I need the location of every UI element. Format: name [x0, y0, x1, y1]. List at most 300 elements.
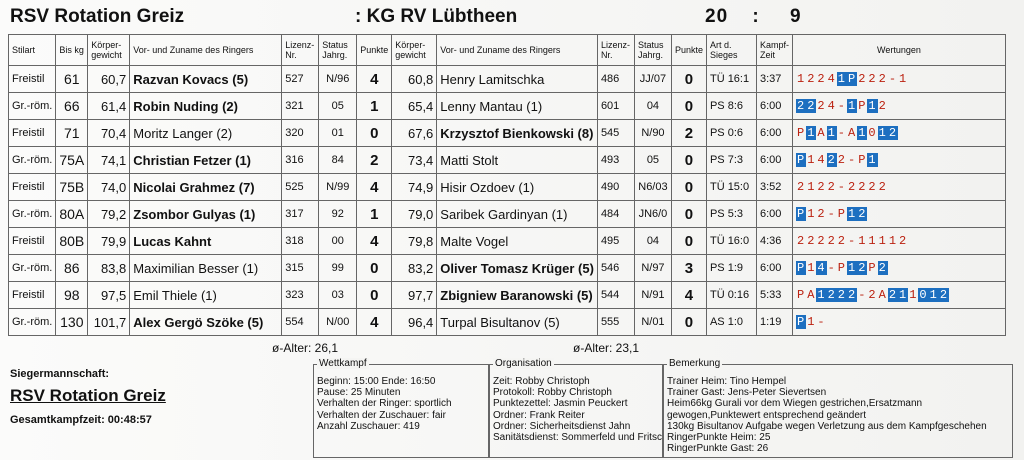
- scoring-point: -: [817, 315, 826, 329]
- scoring-point: P: [858, 99, 867, 113]
- guest-points: 0: [671, 93, 706, 120]
- bouts-body: [9, 66, 1006, 336]
- bout-time: 6:00: [756, 147, 792, 174]
- wettkampf-line: Beginn: 15:00 Ende: 16:50: [317, 376, 436, 387]
- home-license-nr: 317: [282, 201, 319, 228]
- guest-team-title: : KG RV Lübtheen: [355, 6, 518, 27]
- bemerkung-line: Heim66kg Gurali vor dem Wiegen gestrichen,Ersatzmann: [667, 398, 923, 410]
- column-header: Art d. Sieges: [706, 35, 756, 66]
- home-status-year: 00: [319, 228, 357, 255]
- home-points: 1: [357, 93, 392, 120]
- home-status-year: 84: [319, 147, 357, 174]
- scoring-point: 2: [817, 234, 826, 248]
- home-license-nr: 316: [282, 147, 319, 174]
- guest-wrestler-name: Zbigniew Baranowski (5): [437, 282, 598, 309]
- guest-wrestler-name: Henry Lamitschka: [437, 66, 598, 93]
- scoring-point: 4: [827, 99, 836, 113]
- column-header: Vor- und Zuname des Ringers: [437, 35, 598, 66]
- victory-type: TÜ 16:0: [706, 228, 756, 255]
- home-license-nr: 315: [282, 255, 319, 282]
- guest-body-weight: 96,4: [392, 309, 437, 336]
- weight-class-style: Gr.-röm.: [9, 201, 56, 228]
- scoring-point: -: [848, 234, 857, 248]
- scoring-point: 2: [868, 180, 877, 194]
- home-points: 1: [357, 201, 392, 228]
- bemerkung-line: RingerPunkte Gast: 26: [667, 443, 769, 455]
- home-body-weight: 79,9: [88, 228, 130, 255]
- scoring-point: 2: [888, 288, 898, 302]
- guest-body-weight: 74,9: [392, 174, 437, 201]
- guest-status-year: N/97: [634, 255, 671, 282]
- scoring-point: P: [796, 126, 806, 140]
- scoring-point: 1: [929, 288, 938, 302]
- victory-type: PS 0:6: [706, 120, 756, 147]
- scoring-point: 2: [848, 180, 857, 194]
- scoring-point: 2: [827, 234, 836, 248]
- home-points: 4: [357, 66, 392, 93]
- bout-time: 6:00: [756, 93, 792, 120]
- guest-license-nr: 493: [597, 147, 634, 174]
- scoring-point: 2: [878, 72, 887, 86]
- guest-status-year: N6/03: [634, 174, 671, 201]
- remarks-title: Bemerkung: [669, 358, 721, 369]
- scoring-point: 1: [807, 126, 816, 140]
- home-status-year: 05: [319, 93, 357, 120]
- guest-body-weight: 97,7: [392, 282, 437, 309]
- weight-class-style: Freistil: [9, 120, 56, 147]
- home-license-nr: 321: [282, 93, 319, 120]
- scoring-point: P: [796, 207, 806, 221]
- home-points: 4: [357, 309, 392, 336]
- wettkampf-section: [313, 358, 489, 458]
- header: [10, 6, 1014, 32]
- scoring-point: 1: [868, 153, 877, 167]
- scoring-point: 2: [858, 207, 867, 221]
- guest-license-nr: 546: [597, 255, 634, 282]
- scoring-point: 2: [837, 234, 846, 248]
- scoring-point: 2: [807, 234, 816, 248]
- scoring-point: 2: [878, 261, 887, 275]
- home-status-year: N/96: [319, 66, 357, 93]
- home-points: 4: [357, 174, 392, 201]
- score-home: 20: [705, 6, 729, 27]
- weight-class-style: Freistil: [9, 174, 56, 201]
- home-body-weight: 60,7: [88, 66, 130, 93]
- scoring-point: 2: [858, 72, 867, 86]
- scoring-point: P: [796, 153, 806, 167]
- guest-status-year: N/90: [634, 120, 671, 147]
- scoring-point: A: [817, 126, 826, 140]
- winner-label: Siegermannschaft:: [10, 368, 110, 380]
- scoring-point: A: [878, 288, 887, 302]
- guest-points: 0: [671, 309, 706, 336]
- scoring-point: P: [837, 261, 846, 275]
- scoring-point: -: [888, 72, 898, 86]
- scoring-point: 2: [817, 207, 826, 221]
- scoring-point: 0: [919, 288, 928, 302]
- scoring-sequence: [792, 120, 1005, 147]
- scoring-sequence: [792, 228, 1005, 255]
- scoring-point: 2: [827, 180, 836, 194]
- weight-class-kg: 130: [56, 309, 88, 336]
- scoring-point: 2: [858, 180, 867, 194]
- scoring-point: 2: [858, 261, 867, 275]
- scoring-sequence: [792, 66, 1005, 93]
- scoring-point: 2: [868, 72, 877, 86]
- scoring-point: 1: [848, 261, 857, 275]
- scoring-point: 2: [878, 180, 887, 194]
- scoring-point: 2: [807, 72, 816, 86]
- home-license-nr: 527: [282, 66, 319, 93]
- scoring-point: 1: [858, 234, 867, 248]
- home-license-nr: 318: [282, 228, 319, 255]
- home-points: 4: [357, 228, 392, 255]
- victory-type: AS 1:0: [706, 309, 756, 336]
- guest-wrestler-name: Oliver Tomasz Krüger (5): [437, 255, 598, 282]
- scoring-point: 1: [807, 261, 816, 275]
- scoring-point: P: [848, 72, 857, 86]
- scoring-point: 2: [827, 153, 836, 167]
- guest-body-weight: 79,8: [392, 228, 437, 255]
- home-wrestler-name: Christian Fetzer (1): [130, 147, 282, 174]
- scoring-point: P: [837, 207, 846, 221]
- victory-type: PS 7:3: [706, 147, 756, 174]
- guest-points: 3: [671, 255, 706, 282]
- column-header: Status Jahrg.: [634, 35, 671, 66]
- scoring-point: 1: [807, 180, 816, 194]
- scoring-sequence: [792, 282, 1005, 309]
- scoring-point: 1: [817, 288, 826, 302]
- score-guest: 9: [790, 6, 802, 27]
- guest-points: 4: [671, 282, 706, 309]
- victory-type: TÜ 0:16: [706, 282, 756, 309]
- guest-status-year: JJ/07: [634, 66, 671, 93]
- scoring-point: -: [837, 99, 846, 113]
- wettkampf-line: Verhalten der Zuschauer: fair: [317, 409, 446, 421]
- guest-status-year: 04: [634, 228, 671, 255]
- wettkampf-line: Anzahl Zuschauer: 419: [317, 420, 420, 432]
- table-header-row: [9, 35, 1006, 66]
- column-header: Bis kg: [56, 35, 88, 66]
- column-header: Kampf-Zeit: [756, 35, 792, 66]
- scoring-sequence: [792, 174, 1005, 201]
- column-header: Lizenz-Nr.: [597, 35, 634, 66]
- scoring-point: 2: [837, 288, 846, 302]
- guest-points: 0: [671, 174, 706, 201]
- home-points: 0: [357, 255, 392, 282]
- home-license-nr: 554: [282, 309, 319, 336]
- guest-license-nr: 490: [597, 174, 634, 201]
- home-status-year: 01: [319, 120, 357, 147]
- home-body-weight: 83,8: [88, 255, 130, 282]
- table-row: [9, 309, 1006, 336]
- guest-wrestler-name: Krzysztof Bienkowski (8): [437, 120, 598, 147]
- weight-class-kg: 75A: [56, 147, 88, 174]
- bout-time: 4:36: [756, 228, 792, 255]
- weight-class-kg: 75B: [56, 174, 88, 201]
- weight-class-kg: 98: [56, 282, 88, 309]
- table-row: [9, 93, 1006, 120]
- home-body-weight: 74,0: [88, 174, 130, 201]
- guest-body-weight: 79,0: [392, 201, 437, 228]
- score-separator: :: [752, 6, 760, 27]
- scoring-point: 1: [848, 99, 857, 113]
- scoring-point: P: [868, 261, 877, 275]
- victory-type: PS 8:6: [706, 93, 756, 120]
- guest-body-weight: 73,4: [392, 147, 437, 174]
- guest-average-age: ø-Alter: 23,1: [573, 341, 640, 355]
- bout-time: 6:00: [756, 255, 792, 282]
- scoring-point: -: [837, 126, 846, 140]
- organisation-title: Organisation: [495, 358, 552, 369]
- victory-type: PS 5:3: [706, 201, 756, 228]
- guest-license-nr: 545: [597, 120, 634, 147]
- column-header: Wertungen: [792, 35, 1005, 66]
- guest-wrestler-name: Lenny Mantau (1): [437, 93, 598, 120]
- home-wrestler-name: Lucas Kahnt: [130, 228, 282, 255]
- home-license-nr: 323: [282, 282, 319, 309]
- final-score: [705, 6, 802, 28]
- table-row: [9, 201, 1006, 228]
- home-status-year: 99: [319, 255, 357, 282]
- scoring-point: 4: [817, 261, 826, 275]
- scoring-point: -: [827, 207, 836, 221]
- bout-time: 3:52: [756, 174, 792, 201]
- home-wrestler-name: Robin Nuding (2): [130, 93, 282, 120]
- weight-class-kg: 80B: [56, 228, 88, 255]
- wettkampf-line: Verhalten der Ringer: sportlich: [317, 398, 452, 410]
- organisation-line: Zeit: Robby Christoph: [493, 376, 590, 387]
- home-license-nr: 320: [282, 120, 319, 147]
- scoring-point: 4: [817, 153, 826, 167]
- scoring-point: 4: [827, 72, 836, 86]
- scoring-point: 2: [899, 234, 908, 248]
- guest-wrestler-name: Malte Vogel: [437, 228, 598, 255]
- guest-wrestler-name: Hisir Ozdoev (1): [437, 174, 598, 201]
- organisation-line: Protokoll: Robby Christoph: [493, 387, 612, 399]
- weight-class-kg: 86: [56, 255, 88, 282]
- victory-type: PS 1:9: [706, 255, 756, 282]
- home-body-weight: 61,4: [88, 93, 130, 120]
- home-status-year: 03: [319, 282, 357, 309]
- wettkampf-line: Pause: 25 Minuten: [317, 387, 401, 399]
- scoring-point: 1: [899, 72, 908, 86]
- scoring-point: A: [807, 288, 816, 302]
- weight-class-style: Gr.-röm.: [9, 255, 56, 282]
- guest-license-nr: 555: [597, 309, 634, 336]
- weight-class-kg: 71: [56, 120, 88, 147]
- guest-points: 0: [671, 201, 706, 228]
- scoring-point: 1: [878, 126, 887, 140]
- scoring-point: 1: [827, 126, 836, 140]
- guest-status-year: 04: [634, 93, 671, 120]
- column-header: Punkte: [671, 35, 706, 66]
- weight-class-kg: 61: [56, 66, 88, 93]
- home-body-weight: 70,4: [88, 120, 130, 147]
- scoring-point: 1: [848, 207, 857, 221]
- bout-time: 5:33: [756, 282, 792, 309]
- home-wrestler-name: Maximilian Besser (1): [130, 255, 282, 282]
- victory-type: TÜ 15:0: [706, 174, 756, 201]
- scoring-point: 2: [817, 180, 826, 194]
- scoring-point: P: [796, 288, 806, 302]
- scoring-point: 2: [817, 72, 826, 86]
- organisation-section: [489, 358, 663, 458]
- bemerkung-line: 130kg Bisultanov Aufgabe wegen Verletzung aus dem Kampfgeschehen: [667, 420, 987, 432]
- scoring-point: 1: [878, 234, 887, 248]
- scoring-point: 1: [807, 315, 816, 329]
- guest-status-year: N/91: [634, 282, 671, 309]
- weight-class-style: Freistil: [9, 66, 56, 93]
- scoring-point: 2: [796, 99, 806, 113]
- scoring-point: 1: [868, 234, 877, 248]
- guest-license-nr: 484: [597, 201, 634, 228]
- scoring-point: 1: [796, 72, 806, 86]
- guest-license-nr: 544: [597, 282, 634, 309]
- guest-body-weight: 65,4: [392, 93, 437, 120]
- home-status-year: N/00: [319, 309, 357, 336]
- organisation-line: Sanitätsdienst: Sommerfeld und Fritsc: [493, 432, 662, 444]
- scoring-point: 2: [848, 288, 857, 302]
- column-header: Lizenz-Nr.: [282, 35, 319, 66]
- scoring-point: 2: [796, 180, 806, 194]
- scoring-point: 2: [837, 153, 846, 167]
- column-header: Status Jahrg.: [319, 35, 357, 66]
- column-header: Punkte: [357, 35, 392, 66]
- table-row: [9, 228, 1006, 255]
- bemerkung-line: Trainer Gast: Jens-Peter Sievertsen: [667, 387, 827, 399]
- weight-class-kg: 66: [56, 93, 88, 120]
- scoring-point: 1: [807, 153, 816, 167]
- home-points: 0: [357, 120, 392, 147]
- bemerkung-line: gewogen,Punktewert entsprechend geändert: [667, 409, 867, 421]
- scoring-point: 1: [807, 207, 816, 221]
- home-body-weight: 101,7: [88, 309, 130, 336]
- guest-body-weight: 67,6: [392, 120, 437, 147]
- scoring-point: P: [796, 261, 806, 275]
- scoring-sequence: [792, 201, 1005, 228]
- remarks-section: [663, 358, 1013, 458]
- home-wrestler-name: Nicolai Grahmez (7): [130, 174, 282, 201]
- guest-wrestler-name: Turpal Bisultanov (5): [437, 309, 598, 336]
- guest-body-weight: 60,8: [392, 66, 437, 93]
- scoring-point: 2: [939, 288, 949, 302]
- bout-time: 6:00: [756, 201, 792, 228]
- home-wrestler-name: Alex Gergö Szöke (5): [130, 309, 282, 336]
- wettkampf-title: Wettkampf: [319, 358, 367, 369]
- column-header: Vor- und Zuname des Ringers: [130, 35, 282, 66]
- scoring-point: -: [858, 288, 867, 302]
- home-wrestler-name: Zsombor Gulyas (1): [130, 201, 282, 228]
- scoring-point: 1: [909, 288, 918, 302]
- scoring-point: 2: [807, 99, 816, 113]
- scoring-sequence: [792, 255, 1005, 282]
- guest-license-nr: 486: [597, 66, 634, 93]
- victory-type: TÜ 16:1: [706, 66, 756, 93]
- scoring-sequence: [792, 309, 1005, 336]
- scoring-point: -: [827, 261, 836, 275]
- scoring-point: 2: [868, 288, 877, 302]
- guest-points: 0: [671, 228, 706, 255]
- scoring-point: A: [848, 126, 857, 140]
- home-status-year: 92: [319, 201, 357, 228]
- scoring-point: 2: [796, 234, 806, 248]
- guest-status-year: 05: [634, 147, 671, 174]
- table-row: [9, 120, 1006, 147]
- scoring-point: 2: [817, 99, 826, 113]
- weight-class-style: Gr.-röm.: [9, 309, 56, 336]
- home-points: 2: [357, 147, 392, 174]
- weight-class-style: Freistil: [9, 228, 56, 255]
- weight-class-style: Gr.-röm.: [9, 147, 56, 174]
- guest-points: 0: [671, 66, 706, 93]
- home-license-nr: 525: [282, 174, 319, 201]
- scoring-point: P: [796, 315, 806, 329]
- home-wrestler-name: Emil Thiele (1): [130, 282, 282, 309]
- bout-time: 6:00: [756, 120, 792, 147]
- guest-status-year: N/01: [634, 309, 671, 336]
- scoring-point: 1: [899, 288, 908, 302]
- scoring-point: 1: [837, 72, 846, 86]
- home-body-weight: 79,2: [88, 201, 130, 228]
- scoring-point: 2: [827, 288, 836, 302]
- home-wrestler-name: Moritz Langer (2): [130, 120, 282, 147]
- bemerkung-line: RingerPunkte Heim: 25: [667, 432, 771, 444]
- scoring-point: 1: [858, 126, 867, 140]
- guest-license-nr: 601: [597, 93, 634, 120]
- table-row: [9, 174, 1006, 201]
- home-average-age: ø-Alter: 26,1: [272, 341, 339, 355]
- scoring-point: 1: [868, 99, 877, 113]
- column-header: Körper-gewicht: [392, 35, 437, 66]
- guest-wrestler-name: Matti Stolt: [437, 147, 598, 174]
- organisation-line: Punktezettel: Jasmin Peuckert: [493, 398, 628, 410]
- bout-time: 3:37: [756, 66, 792, 93]
- weight-class-kg: 80A: [56, 201, 88, 228]
- table-row: [9, 255, 1006, 282]
- weight-class-style: Freistil: [9, 282, 56, 309]
- guest-license-nr: 495: [597, 228, 634, 255]
- scoring-point: 1: [888, 234, 898, 248]
- home-body-weight: 97,5: [88, 282, 130, 309]
- home-points: 0: [357, 282, 392, 309]
- guest-wrestler-name: Saribek Gardinyan (1): [437, 201, 598, 228]
- table-row: [9, 147, 1006, 174]
- guest-points: 0: [671, 147, 706, 174]
- scoring-point: 2: [888, 126, 898, 140]
- scoring-point: -: [848, 153, 857, 167]
- winner-team: RSV Rotation Greiz: [10, 386, 166, 405]
- guest-status-year: JN6/0: [634, 201, 671, 228]
- weight-class-style: Gr.-röm.: [9, 93, 56, 120]
- guest-body-weight: 83,2: [392, 255, 437, 282]
- home-team-title: RSV Rotation Greiz: [10, 6, 185, 27]
- scoring-point: 2: [878, 99, 887, 113]
- table-row: [9, 66, 1006, 93]
- column-header: Körper-gewicht: [88, 35, 130, 66]
- scoring-point: 0: [868, 126, 877, 140]
- scoring-point: P: [858, 153, 867, 167]
- home-wrestler-name: Razvan Kovacs (5): [130, 66, 282, 93]
- home-body-weight: 74,1: [88, 147, 130, 174]
- bout-time: 1:19: [756, 309, 792, 336]
- bemerkung-line: Trainer Heim: Tino Hempel: [667, 376, 787, 387]
- scoring-point: -: [837, 180, 846, 194]
- home-status-year: N/99: [319, 174, 357, 201]
- guest-points: 2: [671, 120, 706, 147]
- bouts-table: [8, 34, 1006, 336]
- organisation-line: Ordner: Frank Reiter: [493, 409, 585, 421]
